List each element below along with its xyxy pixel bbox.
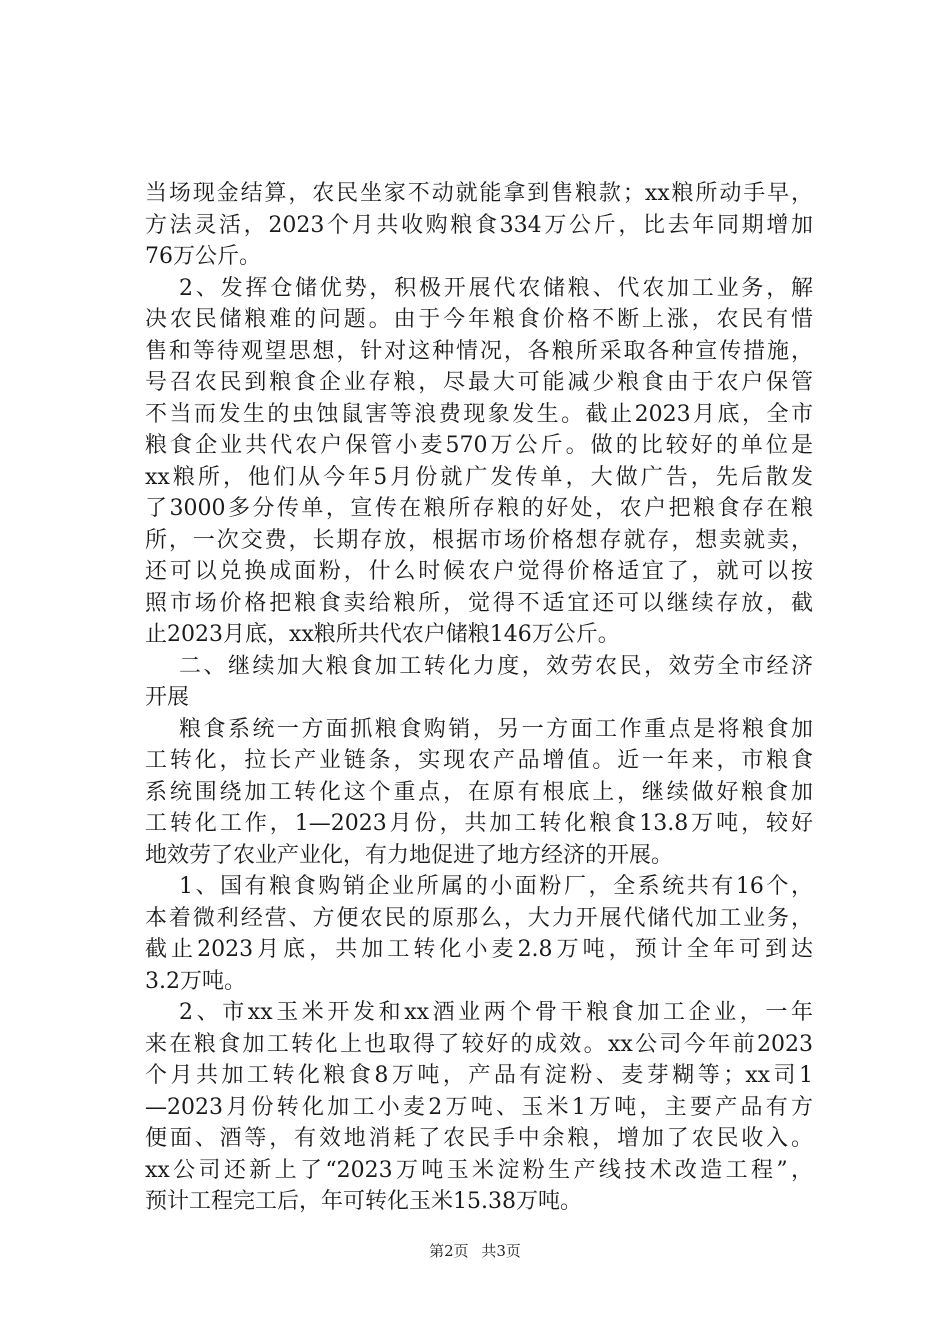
section-heading: 二、继续加大粮食加工转化力度，效劳农民，效劳全市经济 — [179, 653, 813, 679]
text-line: 地效劳了农业产业化，有力地促进了地方经济的开展。 — [145, 842, 674, 868]
text-line: 1、国有粮食购销企业所属的小面粉厂，全系统共有16个， — [179, 874, 813, 899]
text-line: 系统围绕加工转化这个重点，在原有根底上，继续做好粮食加 — [145, 779, 813, 805]
text-line: 3.2万吨。 — [145, 968, 246, 994]
text-line: 粮食企业共代农户保管小麦570万公斤。做的比较好的单位是 — [145, 433, 813, 458]
text-line: 本着微利经营、方便农民的原那么，大力开展代储代加工业务， — [145, 905, 813, 931]
text-line: 方法灵活，2023个月共收购粮食334万公斤，比去年同期增加 — [145, 212, 813, 238]
text-line: 当场现金结算，农民坐家不动就能拿到售粮款；xx粮所动手早， — [145, 181, 813, 206]
text-line: 了3000多分传单，宣传在粮所存粮的好处，农户把粮食存在粮 — [145, 496, 813, 521]
text-line: 号召农民到粮食企业存粮，尽最大可能减少粮食由于农户保管 — [145, 370, 813, 395]
text-line: 售和等待观望思想，针对这种情况，各粮所采取各种宣传措施， — [145, 338, 813, 364]
text-line: 来在粮食加工转化上也取得了较好的成效。xx公司今年前2023 — [145, 1031, 813, 1057]
text-line: 2、发挥仓储优势，积极开展代农储粮、代农加工业务，解 — [179, 275, 813, 301]
text-line: 截止2023月底，共加工转化小麦2.8万吨，预计全年可到达 — [145, 937, 813, 962]
text-line: —2023月份转化加工小麦2万吨、玉米1万吨，主要产品有方 — [145, 1094, 813, 1120]
text-line: 不当而发生的虫蚀鼠害等浪费现象发生。截止2023月底，全市 — [145, 401, 813, 427]
text-line: 照市场价格把粮食卖给粮所，觉得不适宜还可以继续存放，截 — [145, 590, 813, 616]
text-line: 止2023月底，xx粮所共代农户储粮146万公斤。 — [145, 622, 620, 647]
page-footer — [0, 1240, 950, 1261]
text-line: 便面、酒等，有效地消耗了农民手中余粮，增加了农民收入。 — [145, 1126, 813, 1151]
text-line: 工转化工作，1—2023月份，共加工转化粮食13.8万吨，较好 — [145, 811, 813, 836]
text-line: 76万公斤。 — [145, 244, 261, 269]
page-total: 共3页 — [481, 1242, 521, 1260]
text-line: 工转化，拉长产业链条，实现农产品增值。近一年来，市粮食 — [145, 748, 813, 773]
text-line: 粮食系统一方面抓粮食购销，另一方面工作重点是将粮食加 — [179, 716, 813, 742]
text-line: 所，一次交费，长期存放，根据市场价格想存就存，想卖就卖， — [145, 527, 813, 553]
text-line: 2、市xx玉米开发和xx酒业两个骨干粮食加工企业，一年 — [179, 1000, 813, 1025]
page-number: 第2页 — [429, 1242, 469, 1260]
text-line: 个月共加工转化粮食8万吨，产品有淀粉、麦芽糊等；xx司1 — [145, 1063, 813, 1088]
text-line: 决农民储粮难的问题。由于今年粮食价格不断上涨，农民有惜 — [145, 307, 813, 332]
text-line: 预计工程完工后，年可转化玉米15.38万吨。 — [145, 1189, 582, 1214]
text-line: xx粮所，他们从今年5月份就广发传单，大做广告，先后散发 — [145, 464, 813, 490]
section-heading: 开展 — [145, 685, 190, 710]
text-line: 还可以兑换成面粉，什么时候农户觉得价格适宜了，就可以按 — [145, 559, 813, 584]
text-line: xx公司还新上了“2023万吨玉米淀粉生产线技术改造工程”， — [145, 1157, 813, 1183]
document-body — [145, 178, 813, 1218]
